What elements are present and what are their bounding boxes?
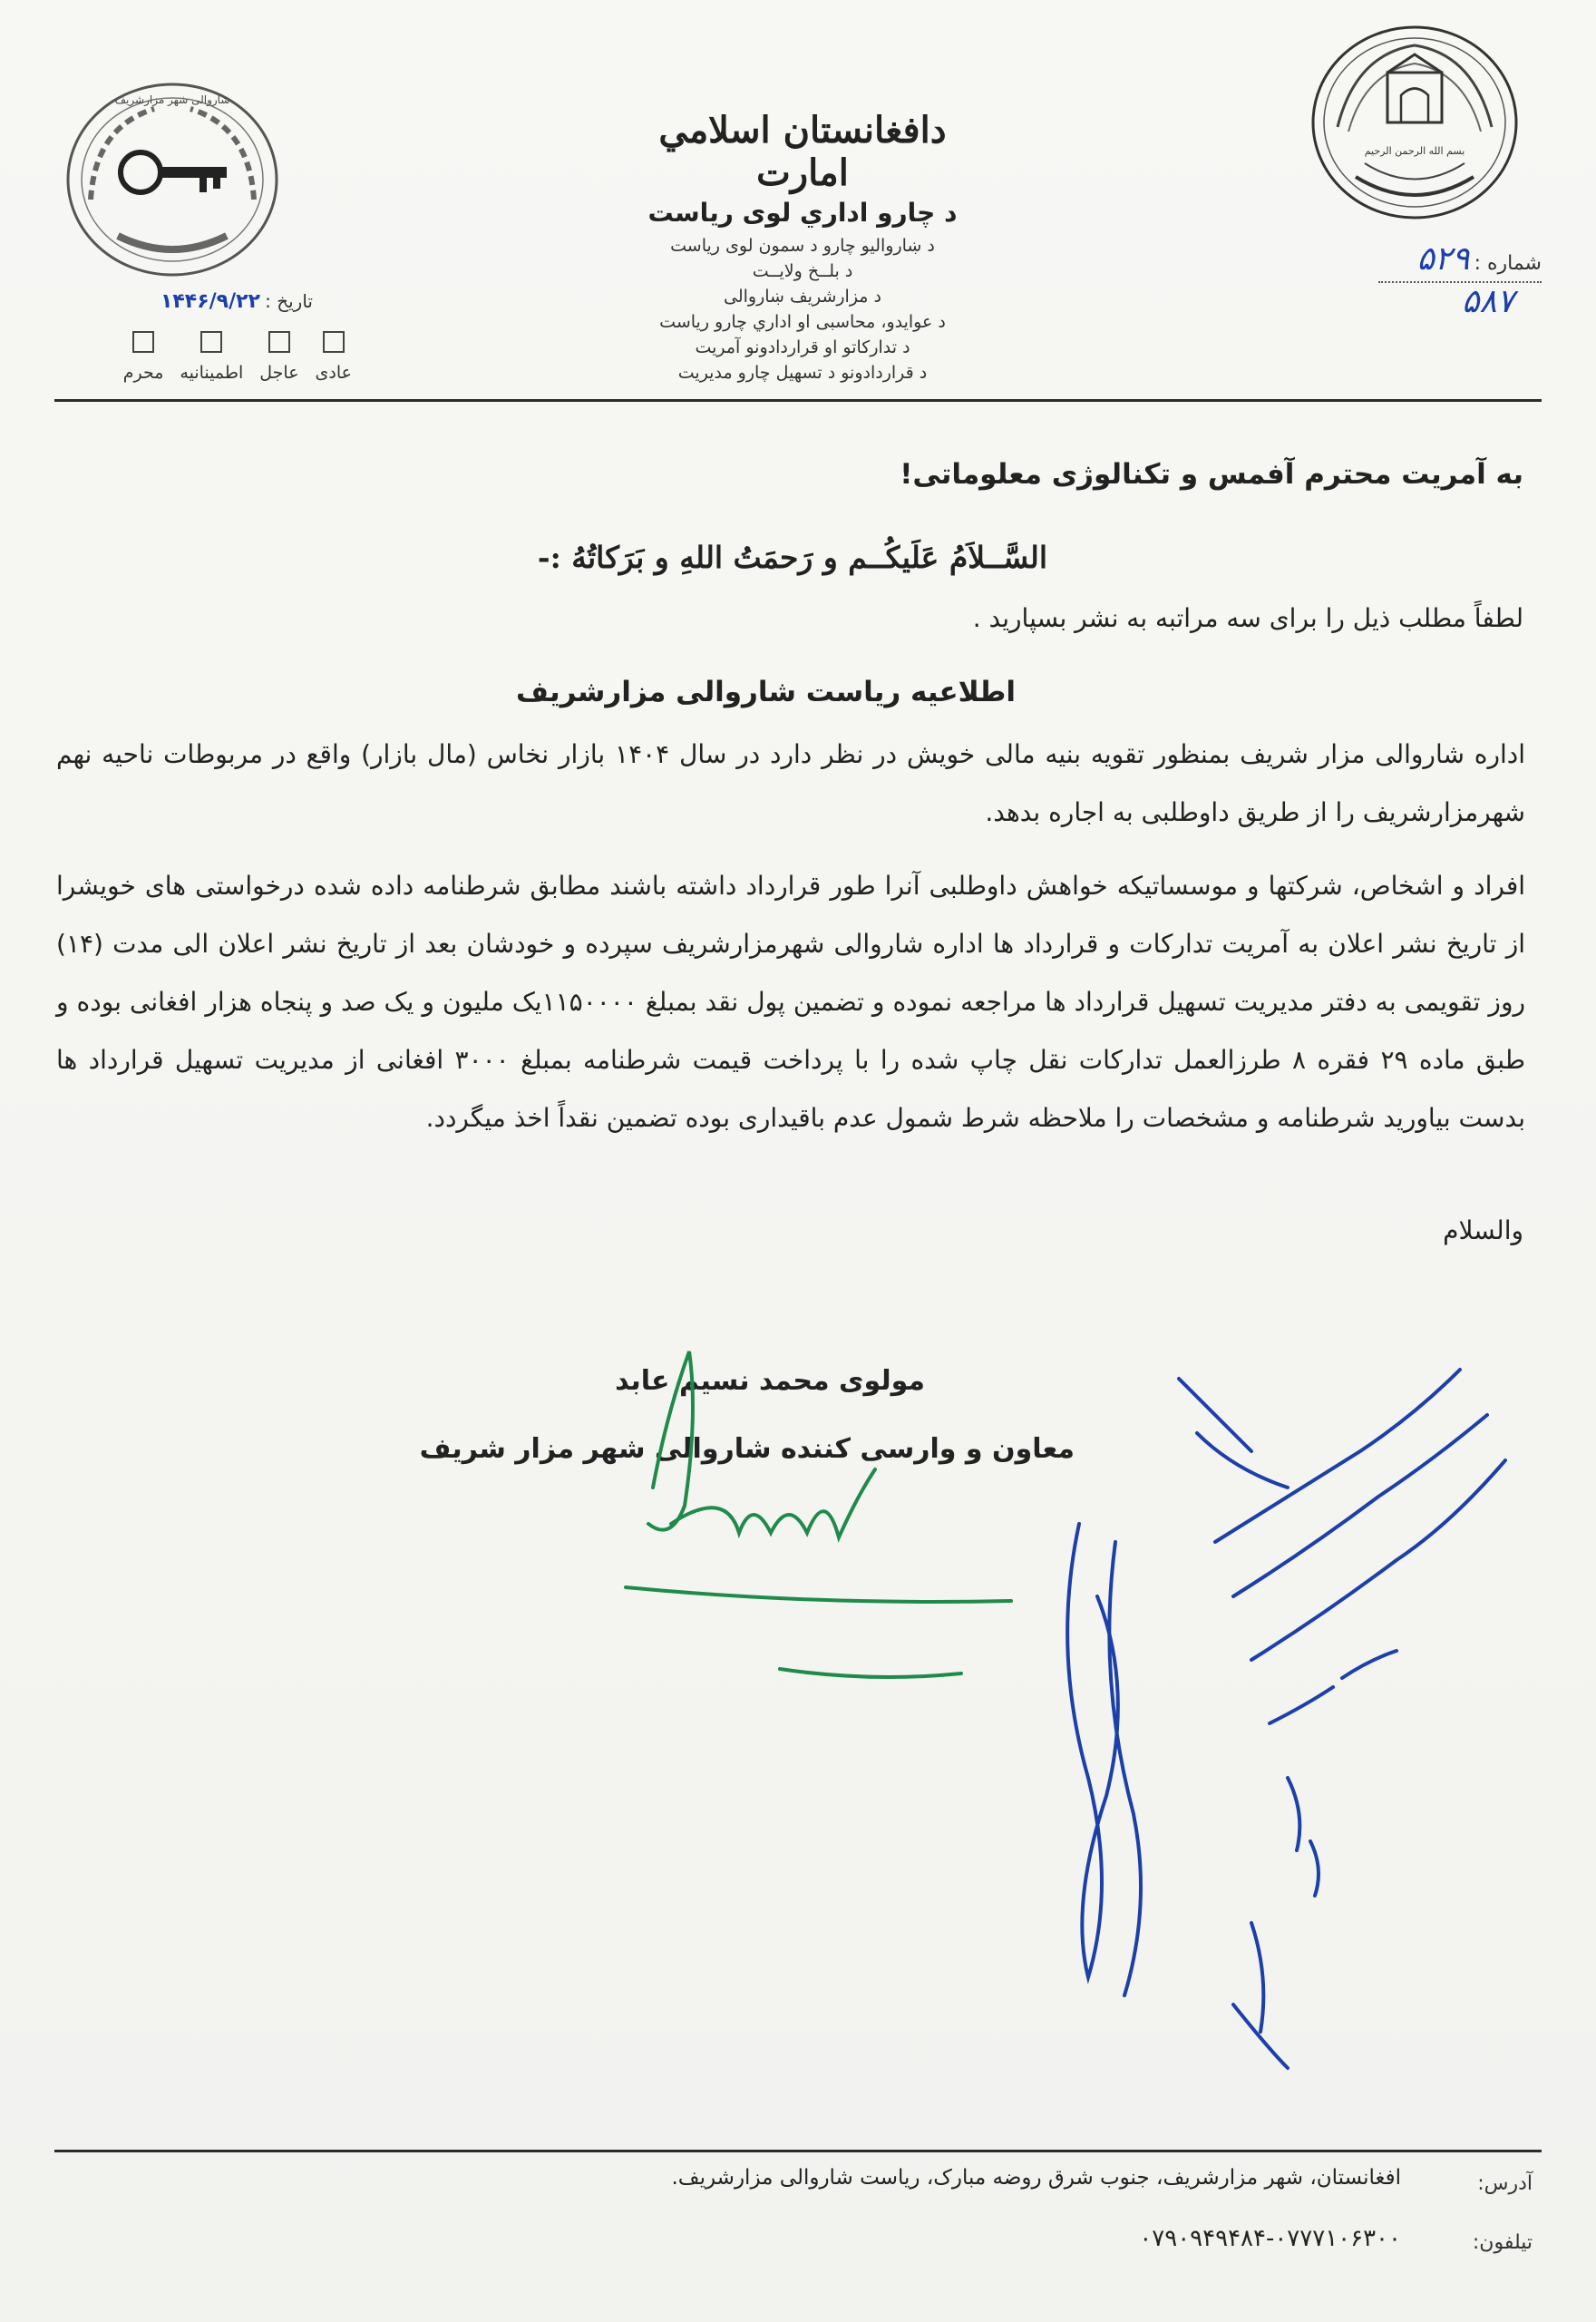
reference-number <box>1333 240 1542 320</box>
notice-paragraph-2: افراد و اشخاص، شرکتها و موسساتیکه خواهش داوطلبی آنرا طور قرارداد داشته باشند مطابق شرطنامه داده شده درخواستی های خویشرا از تاریخ نشر اعلان به آمریت تدارکات و قرارداد ها اداره شاروالی شهرمزارشریف سپرده و خودشان بعد از تاریخ نشر اعلان الی مدت (۱۴) روز تقویمی به دفتر مدیریت تسهیل قرارداد ها مراجعه نموده و تضمین پول نقد بمبلغ ۱۱۵۰۰۰۰یک ملیون و یک صد و پنجاه هزار افغانی بوده و طبق ماده ۲۹ فقره ۸ طرزالعمل تدارکات نقل چاپ شده را با پرداخت قیمت شرطنامه بمبلغ ۳۰۰۰ افغانی از مدیریت تسهیل قرارداد ها بدست بیاورید شرطنامه و مشخصات را ملاحظه شرط شمول عدم باقیداری بوده تضمین نقداً اخذ میگردد. <box>56 871 1526 1133</box>
date-label: تاریخ : <box>265 290 313 312</box>
phone-value: ۰۷۹۰۹۴۹۴۸۴-۰۷۷۷۱۰۶۳۰۰ <box>1139 2225 1401 2252</box>
priority-confidential: محرم <box>123 331 164 383</box>
closing: والسلام <box>1443 1215 1523 1245</box>
letterhead-title: دافغانستان اسلامي امارت <box>658 109 947 194</box>
date-value: ۱۴۴۶/۹/۲۲ <box>160 290 261 313</box>
blue-annotation-icon <box>1067 1370 1505 2068</box>
checkbox-icon <box>132 331 154 353</box>
address-label: آدرس: <box>1477 2172 1533 2195</box>
priority-normal: عادی <box>316 331 352 383</box>
green-signature-icon <box>626 1351 1011 1677</box>
letterhead-line: د قراردادونو د تسهیل چارو مدیریت <box>677 363 928 383</box>
emirate-emblem-icon <box>1301 18 1528 227</box>
recipient-line: به آمریت محترم آفمس و تکنالوژی معلوماتی! <box>900 458 1523 491</box>
svg-text:بسم الله الرحمن الرحيم: بسم الله الرحمن الرحيم <box>1364 145 1465 157</box>
checkbox-icon <box>323 331 345 353</box>
letterhead-line: د بلــخ ولایــت <box>752 261 853 281</box>
number-handwritten: ۵۲۹ <box>1416 240 1470 278</box>
number-label: شماره : <box>1474 252 1542 275</box>
number-handwritten-second: ۵۸۷ <box>1461 283 1514 320</box>
priority-confirmation: اطمینانیه <box>180 331 243 383</box>
date-field <box>77 290 313 313</box>
svg-text:شاروالی شهر مزارشریف: شاروالی شهر مزارشریف <box>114 93 230 106</box>
letterhead-line: د مزارشریف ښاروالی <box>724 287 881 307</box>
phone-label: تیلفون: <box>1472 2231 1533 2254</box>
letterhead <box>617 109 988 385</box>
priority-options <box>80 331 352 383</box>
priority-urgent: عاجل <box>259 331 298 383</box>
municipality-seal-icon <box>54 73 290 290</box>
notice-title: اطلاعیه ریاست شاروالی مزارشریف <box>516 676 1016 708</box>
letterhead-line: د ښاروالیو چارو د سمون لوی ریاست <box>670 236 935 256</box>
address-value: افغانستان، شهر مزارشریف، جنوب شرق روضه مبارک، ریاست شاروالی مزارشریف. <box>671 2166 1401 2190</box>
notice-paragraph-1: اداره شاروالی مزار شریف بمنظور تقویه بنیه مالی خویش در نظر دارد در سال ۱۴۰۴ بازار نخاس (مال بازار) واقع در مربوطات ناحیه نهم شهرمزارشریف را از طریق داوطلبی به اجاره بدهد. <box>56 739 1525 827</box>
letterhead-main-office: د چارو اداري لوی ریاست <box>647 198 958 228</box>
greeting: السَّــلاَمُ عَلَیکُــم و رَحمَتُ اللهِ و بَرَکاتُهُ :- <box>537 540 1047 575</box>
header-divider <box>54 399 1542 402</box>
checkbox-icon <box>200 331 222 353</box>
signatory-title: معاون و وارسی کننده شاروالی شهر مزار شریف <box>419 1433 1075 1465</box>
signatory-name: مولوی محمد نسیم عابد <box>615 1365 925 1397</box>
footer-divider <box>54 2150 1542 2152</box>
letterhead-line: د عوایدو، محاسبی او اداري چارو ریاست <box>659 312 946 332</box>
publication-request: لطفاً مطلب ذیل را برای سه مراتبه به نشر بسپارید . <box>972 603 1523 633</box>
checkbox-icon <box>268 331 290 353</box>
letterhead-line: د تدارکاتو او قراردادونو آمریت <box>695 337 910 357</box>
